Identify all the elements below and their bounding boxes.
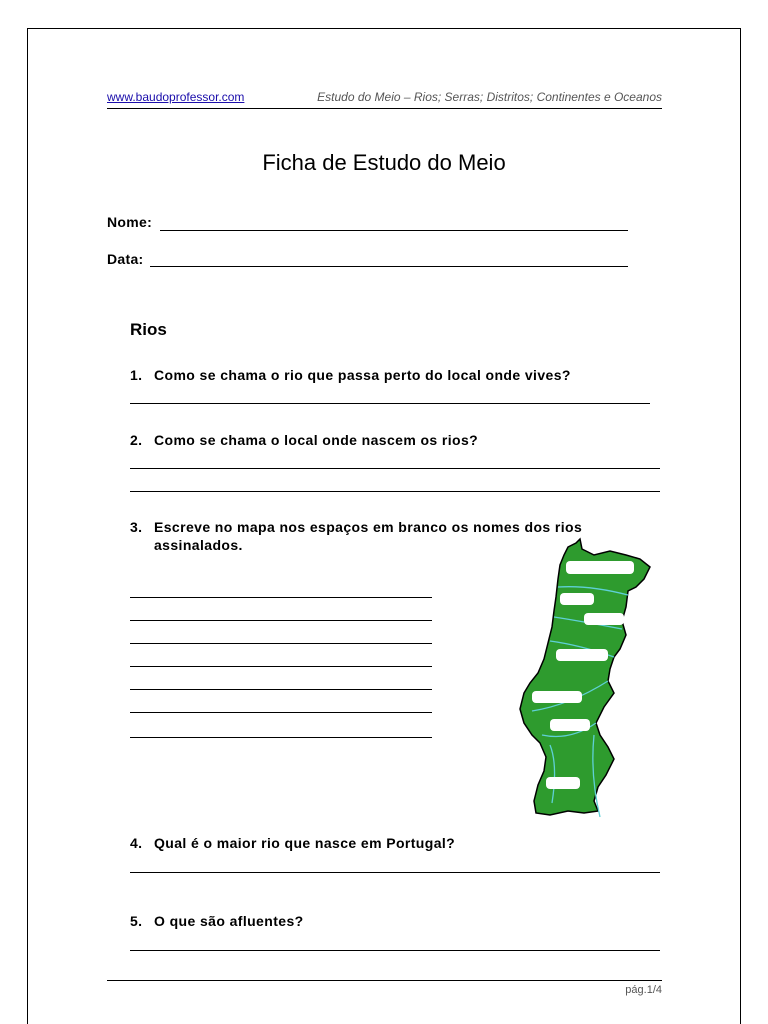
question-text: Como se chama o local onde nascem os rios? <box>154 432 479 448</box>
portugal-land-shape <box>520 539 650 815</box>
river-label-box-4[interactable] <box>556 649 608 661</box>
name-answer-line[interactable] <box>160 230 628 231</box>
river-label-box-1[interactable] <box>566 561 634 574</box>
question-number: 1. <box>130 367 143 383</box>
page-header <box>107 90 662 109</box>
document-title: Ficha de Estudo do Meio <box>262 150 506 175</box>
river-label-box-3[interactable] <box>584 613 624 625</box>
river-label-box-2[interactable] <box>560 593 594 605</box>
question-text: Como se chama o rio que passa perto do local onde vives? <box>154 367 571 383</box>
river-answer-line-3[interactable] <box>130 643 432 644</box>
date-label: Data: <box>107 251 144 267</box>
question-5 <box>130 912 304 930</box>
portugal-rivers-map <box>510 535 670 825</box>
answer-line-2a[interactable] <box>130 468 660 469</box>
river-label-box-5[interactable] <box>532 691 582 703</box>
section-title: Rios <box>130 320 167 339</box>
question-2 <box>130 431 478 449</box>
question-number: 2. <box>130 432 143 448</box>
answer-line-4[interactable] <box>130 872 660 873</box>
question-number: 4. <box>130 835 143 851</box>
header-subject: Estudo do Meio – Rios; Serras; Distritos; Continentes e Oceanos <box>317 90 662 104</box>
river-answer-line-4[interactable] <box>130 666 432 667</box>
question-text: O que são afluentes? <box>154 913 304 929</box>
answer-line-1[interactable] <box>130 403 650 404</box>
river-answer-line-7[interactable] <box>130 737 432 738</box>
question-number: 5. <box>130 913 143 929</box>
question-number: 3. <box>130 519 143 535</box>
question-text: Escreve no mapa nos espaços em branco os nomes dos rios assinalados. <box>154 519 583 553</box>
footer-divider <box>107 980 662 981</box>
question-4 <box>130 834 455 852</box>
name-label: Nome: <box>107 214 153 230</box>
website-link[interactable]: www.baudoprofessor.com <box>107 90 245 104</box>
river-answer-line-6[interactable] <box>130 712 432 713</box>
question-1 <box>130 366 571 384</box>
page-number: pág.1/4 <box>625 984 662 996</box>
river-answer-line-2[interactable] <box>130 620 432 621</box>
date-answer-line[interactable] <box>150 266 628 267</box>
river-label-box-6[interactable] <box>550 719 590 731</box>
river-answer-line-1[interactable] <box>130 597 432 598</box>
river-answer-line-5[interactable] <box>130 689 432 690</box>
river-label-box-7[interactable] <box>546 777 580 789</box>
answer-line-5[interactable] <box>130 950 660 951</box>
question-text: Qual é o maior rio que nasce em Portugal? <box>154 835 456 851</box>
answer-line-2b[interactable] <box>130 491 660 492</box>
